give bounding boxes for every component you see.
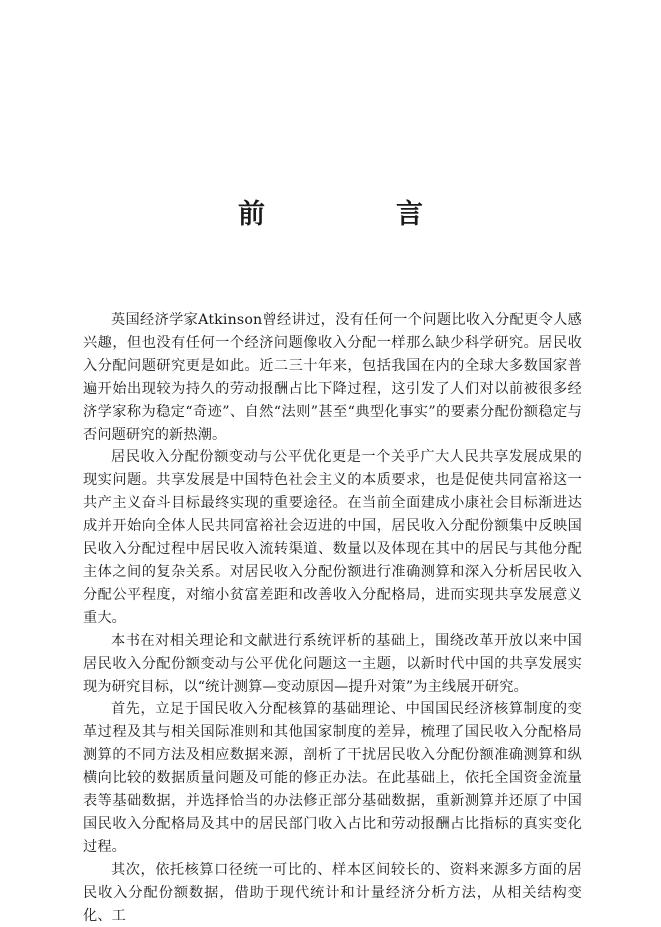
document-body <box>83 309 582 927</box>
paragraph-2: 居民收入分配份额变动与公平优化更是一个关乎广大人民共享发展成果的现实问题。共享发展是中国特色社会主义的本质要求，也是促使共同富裕这一共产主义奋斗目标最终实现的重要途径。在当前全面建成小康社会目标渐进达成并开始向全体人民共同富裕社会迈进的中国，居民收入分配份额集中反映国民收入分配过程中居民收入流转渠道、数量以及体现在其中的居民与其他分配主体之间的复杂关系。对居民收入分配份额进行准确测算和深入分析居民收入分配公平程度，对缩小贫富差距和改善收入分配格局，进而实现共享发展意义重大。 <box>83 449 582 626</box>
paragraph-3: 本书在对相关理论和文献进行系统评析的基础上，围绕改革开放以来中国居民收入分配份额变动与公平优化问题这一主题，以新时代中国的共享发展实现为研究目标，以“统计测算—变动原因—提升对策”为主线展开研究。 <box>83 632 582 695</box>
paragraph-4: 首先，立足于国民收入分配核算的基础理论、中国国民经济核算制度的变革过程及其与相关国际准则和其他国家制度的差异，梳理了国民收入分配格局测算的不同方法及相应数据来源，剖析了干扰居民收入分配份额准确测算和纵横向比较的数据质量问题及可能的修正办法。在此基础上，依托全国资金流量表等基础数据，并选择恰当的办法修正部分基础数据，重新测算并还原了中国国民收入分配格局及其中的居民部门收入占比和劳动报酬占比指标的真实变化过程。 <box>83 701 582 855</box>
paragraph-1: 英国经济学家Atkinson曾经讲过，没有任何一个问题比收入分配更令人感兴趣，但也没有任何一个经济问题像收入分配一样那么缺少科学研究。居民收入分配问题研究更是如此。近二三十年来，包括我国在内的全球大多数国家普遍开始出现较为持久的劳动报酬占比下降过程，这引发了人们对以前被很多经济学家称为稳定“奇迹”、自然“法则”甚至“典型化事实”的要素分配份额稳定与否问题研究的新热潮。 <box>83 312 582 443</box>
page-title: 前 言 <box>238 199 475 230</box>
paragraph-5: 其次，依托核算口径统一可比的、样本区间较长的、资料来源多方面的居民收入分配份额数据，借助于现代统计和计量经济分析方法，从相关结构变化、工 <box>83 861 582 924</box>
